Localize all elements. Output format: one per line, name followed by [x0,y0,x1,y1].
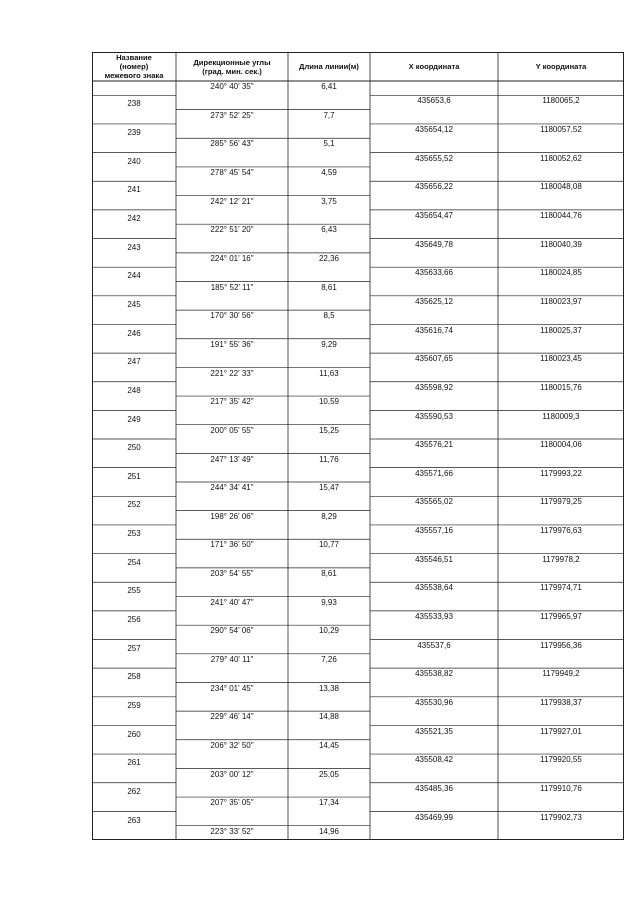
angle-cell: 198° 26' 06" [210,511,254,521]
y-coordinate-cell: 1179920,55 [540,755,582,765]
header-x: X координата [408,62,460,71]
y-coordinate-cell: 1180004,06 [540,440,582,450]
coordinates-table [92,52,624,840]
angle-cell: 290° 54' 06" [210,626,254,636]
x-coordinate-cell: 435653,6 [417,96,451,106]
point-name-cell: 247 [127,357,141,367]
point-name-cell: 255 [127,586,141,596]
x-coordinate-cell: 435521,35 [415,726,453,736]
x-coordinate-cell: 435590,53 [415,411,453,421]
length-cell: 10,59 [318,397,340,407]
angle-cell: 224° 01' 16" [210,254,254,263]
length-cell: 3,75 [321,196,337,206]
length-cell: 9,29 [321,339,337,349]
length-cell: 5,1 [323,139,335,149]
point-name-cell: 260 [127,729,141,739]
x-coordinate-cell: 435546,51 [415,554,453,564]
x-coordinate-cell: 435625,12 [415,296,453,306]
length-cell: 6,41 [321,82,337,92]
x-coordinate-cell: 435537,6 [417,640,451,650]
length-cell: 10,29 [318,626,340,636]
angle-cell: 234° 01' 45" [210,683,254,693]
length-cell: 14,96 [318,826,340,836]
point-name-cell: 238 [127,99,141,109]
x-coordinate-cell: 435598,92 [415,382,453,392]
y-coordinate-cell: 1179978,2 [542,554,580,564]
x-coordinate-cell: 435649,78 [415,239,453,249]
point-name-cell: 243 [127,242,141,252]
x-coordinate-cell: 435654,12 [415,125,453,135]
point-name-cell: 262 [127,786,141,796]
angle-cell: 244° 34' 41" [210,483,254,493]
y-coordinate-cell: 1179965,97 [540,612,582,622]
angle-cell: 191° 55' 36" [210,339,254,349]
angle-cell: 171° 36' 50" [210,540,254,550]
length-cell: 4,59 [321,168,337,178]
point-name-cell: 240 [127,156,141,166]
angle-cell: 185° 52' 11" [210,282,254,292]
length-cell: 25,05 [318,769,340,779]
y-coordinate-cell: 1179956,36 [540,640,582,650]
header-angle: Дирекционные углы (град. мин. сек.) [193,57,271,76]
y-coordinate-cell: 1179902,73 [540,812,582,822]
angle-cell: 203° 00' 12" [210,769,254,779]
y-coordinate-cell: 1180065,2 [542,96,580,106]
point-name-cell: 239 [127,128,141,138]
y-coordinate-cell: 1180048,08 [540,182,582,192]
header-y: Y координата [535,62,587,71]
x-coordinate-cell: 435538,64 [415,583,453,593]
length-cell: 8,29 [321,511,337,521]
y-coordinate-cell: 1179979,25 [540,497,582,507]
length-cell: 8,61 [321,282,337,292]
length-cell: 17,34 [318,798,340,808]
x-coordinate-cell: 435654,47 [415,211,453,221]
x-coordinate-cell: 435485,36 [415,783,453,793]
angle-cell: 203° 54' 55" [210,569,254,579]
angle-cell: 279° 40' 11" [210,654,254,664]
x-coordinate-cell: 435656,22 [415,182,453,192]
x-coordinate-cell: 435508,42 [415,755,453,765]
header-length: Длина линии(м) [299,62,359,71]
y-coordinate-cell: 1179910,76 [540,783,582,793]
length-cell: 14,45 [318,740,340,750]
y-coordinate-cell: 1180052,62 [540,153,582,163]
point-name-cell: 251 [127,471,141,481]
angle-cell: 240° 40' 35" [210,82,254,92]
length-cell: 7,7 [323,110,335,120]
y-coordinate-cell: 1180025,37 [540,325,582,335]
x-coordinate-cell: 435538,82 [415,669,453,679]
x-coordinate-cell: 435469,99 [415,812,453,822]
angle-cell: 200° 05' 55" [210,425,254,435]
angle-cell: 247° 13' 49" [210,454,254,464]
angle-cell: 221° 22' 33" [210,368,254,378]
x-coordinate-cell: 435565,02 [415,497,453,507]
angle-cell: 207° 35' 05" [210,798,254,808]
length-cell: 8,5 [323,311,335,321]
length-cell: 6,43 [321,225,337,235]
x-coordinate-cell: 435557,16 [415,526,453,536]
angle-cell: 273° 52' 25" [210,110,254,120]
y-coordinate-cell: 1180024,85 [540,268,582,278]
length-cell: 15,25 [318,425,340,435]
length-cell: 10,77 [318,540,340,550]
length-cell: 11,76 [319,454,339,464]
angle-cell: 217° 35' 42" [210,397,254,407]
x-coordinate-cell: 435533,93 [415,612,453,622]
length-cell: 7,26 [321,654,337,664]
point-name-cell: 241 [127,185,141,195]
angle-cell: 241° 40' 47" [210,597,254,607]
point-name-cell: 259 [127,700,141,710]
y-coordinate-cell: 1179993,22 [540,468,582,478]
y-coordinate-cell: 1180009,3 [542,411,580,421]
point-name-cell: 246 [127,328,141,338]
length-cell: 14,88 [318,712,340,722]
x-coordinate-cell: 435530,96 [415,697,453,707]
point-name-cell: 245 [127,299,141,309]
angle-cell: 223° 33' 52" [210,826,254,836]
x-coordinate-cell: 435633,66 [415,268,453,278]
length-cell: 22,36 [318,254,340,263]
y-coordinate-cell: 1180044,76 [540,211,582,221]
x-coordinate-cell: 435655,52 [415,153,453,163]
y-coordinate-cell: 1179974,71 [540,583,582,593]
point-name-cell: 248 [127,385,141,395]
point-name-cell: 256 [127,615,141,625]
x-coordinate-cell: 435607,65 [415,354,453,364]
angle-cell: 229° 46' 14" [210,712,254,722]
point-name-cell: 252 [127,500,141,510]
y-coordinate-cell: 1179938,37 [540,697,582,707]
angle-cell: 242° 12' 21" [210,196,254,206]
y-coordinate-cell: 1180023,97 [540,296,582,306]
length-cell: 8,61 [321,569,337,579]
angle-cell: 285° 56' 43" [210,139,254,149]
angle-cell: 222° 51' 20" [210,225,254,235]
y-coordinate-cell: 1180023,45 [540,354,582,364]
x-coordinate-cell: 435576,21 [415,440,453,450]
y-coordinate-cell: 1179949,2 [542,669,580,679]
length-cell: 15,47 [318,483,340,493]
point-name-cell: 244 [127,271,141,281]
length-cell: 9,93 [321,597,337,607]
header-name: Название (номер) межевого знака [104,53,164,80]
angle-cell: 170° 30' 56" [210,311,254,321]
point-name-cell: 249 [127,414,141,424]
x-coordinate-cell: 435571,66 [415,468,453,478]
y-coordinate-cell: 1180057,52 [540,125,582,135]
point-name-cell: 253 [127,529,141,539]
point-name-cell: 250 [127,443,141,453]
point-name-cell: 258 [127,672,141,682]
point-name-cell: 242 [127,214,141,224]
angle-cell: 278° 45' 54" [210,168,254,178]
point-name-cell: 263 [127,815,141,825]
point-name-cell: 257 [127,643,141,653]
angle-cell: 206° 32' 50" [210,740,254,750]
length-cell: 11,63 [319,368,339,378]
point-name-cell: 261 [127,758,141,768]
y-coordinate-cell: 1180015,76 [540,382,582,392]
y-coordinate-cell: 1179976,63 [540,526,582,536]
point-name-cell: 254 [127,557,141,567]
length-cell: 13,38 [318,683,340,693]
y-coordinate-cell: 1180040,39 [540,239,582,249]
x-coordinate-cell: 435616,74 [415,325,453,335]
y-coordinate-cell: 1179927,01 [540,726,582,736]
